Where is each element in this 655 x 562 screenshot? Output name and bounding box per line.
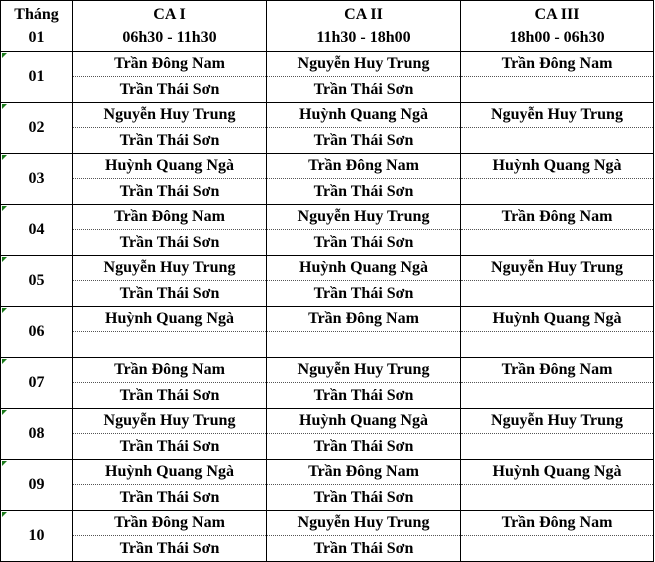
shift-1-staff-1: Trần Đông Nam: [73, 205, 267, 230]
day-row-primary: [1, 307, 654, 332]
day-row-primary: [1, 358, 654, 383]
shift-2-header-cell: [267, 1, 461, 52]
shift-2-staff-2: Trần Thái Sơn: [267, 383, 461, 409]
shift-2-staff-2: Trần Thái Sơn: [267, 128, 461, 154]
shift-3-header-cell: [461, 1, 654, 52]
shift-2-staff-1: Trần Đông Nam: [267, 154, 461, 179]
shift-2-staff-2: Trần Thái Sơn: [267, 536, 461, 562]
day-number: 05: [1, 256, 73, 307]
shift-1-staff-2: Trần Thái Sơn: [73, 434, 267, 460]
day-number: 08: [1, 409, 73, 460]
shift-2-staff-1: Trần Đông Nam: [267, 460, 461, 485]
shift-3-staff-1: Trần Đông Nam: [461, 358, 654, 383]
shift-1-staff-1: Trần Đông Nam: [73, 511, 267, 536]
shift-3-name: CA III: [534, 6, 580, 23]
shift-3-staff-2: [461, 485, 654, 511]
day-number: 01: [1, 52, 73, 103]
day-row-primary: [1, 205, 654, 230]
shift-3-staff-2: [461, 230, 654, 256]
shift-3-staff-1: Trần Đông Nam: [461, 511, 654, 536]
shift-3-staff-2: [461, 128, 654, 154]
shift-1-staff-2: Trần Thái Sơn: [73, 230, 267, 256]
shift-1-name: CA I: [153, 6, 186, 23]
day-row-secondary: [1, 485, 654, 511]
shift-3-staff-1: Trần Đông Nam: [461, 205, 654, 230]
day-row-secondary: [1, 179, 654, 205]
month-value: 01: [28, 29, 45, 46]
shift-2-time: 11h30 - 18h00: [316, 29, 411, 46]
day-number: 07: [1, 358, 73, 409]
shift-2-name: CA II: [344, 6, 383, 23]
shift-2-staff-1: Trần Đông Nam: [267, 307, 461, 332]
shift-3-staff-1: Nguyễn Huy Trung: [461, 103, 654, 128]
day-row-primary: [1, 511, 654, 536]
shift-2-staff-2: Trần Thái Sơn: [267, 281, 461, 307]
shift-3-staff-1: Huỳnh Quang Ngà: [461, 154, 654, 179]
shift-1-staff-1: Huỳnh Quang Ngà: [73, 460, 267, 485]
shift-2-staff-2: Trần Thái Sơn: [267, 179, 461, 205]
day-row-secondary: [1, 281, 654, 307]
shift-1-staff-1: Huỳnh Quang Ngà: [73, 154, 267, 179]
shift-1-staff-1: Trần Đông Nam: [73, 52, 267, 77]
day-row-secondary: [1, 77, 654, 103]
shift-3-time: 18h00 - 06h30: [509, 29, 605, 46]
day-number: 04: [1, 205, 73, 256]
shift-2-staff-2: [267, 332, 461, 358]
shift-1-staff-1: Nguyễn Huy Trung: [73, 409, 267, 434]
shift-1-staff-2: Trần Thái Sơn: [73, 128, 267, 154]
day-row-primary: [1, 103, 654, 128]
shift-3-staff-2: [461, 434, 654, 460]
day-row-secondary: [1, 383, 654, 409]
shift-1-staff-2: Trần Thái Sơn: [73, 281, 267, 307]
shift-2-staff-1: Nguyễn Huy Trung: [267, 52, 461, 77]
shift-2-staff-1: Nguyễn Huy Trung: [267, 511, 461, 536]
shift-3-staff-2: [461, 77, 654, 103]
shift-1-staff-2: [73, 332, 267, 358]
month-label: Tháng: [14, 6, 59, 23]
shift-2-staff-1: Huỳnh Quang Ngà: [267, 409, 461, 434]
day-number: 10: [1, 511, 73, 562]
shift-3-staff-2: [461, 179, 654, 205]
roster-body: [1, 52, 654, 562]
shift-3-staff-1: Nguyễn Huy Trung: [461, 409, 654, 434]
shift-1-staff-1: Nguyễn Huy Trung: [73, 103, 267, 128]
shift-1-staff-2: Trần Thái Sơn: [73, 77, 267, 103]
day-row-primary: [1, 256, 654, 281]
shift-3-staff-1: Huỳnh Quang Ngà: [461, 307, 654, 332]
shift-1-staff-1: Huỳnh Quang Ngà: [73, 307, 267, 332]
day-row-secondary: [1, 434, 654, 460]
shift-3-staff-2: [461, 332, 654, 358]
day-row-secondary: [1, 332, 654, 358]
shift-2-staff-1: Nguyễn Huy Trung: [267, 358, 461, 383]
shift-2-staff-2: Trần Thái Sơn: [267, 77, 461, 103]
shift-3-staff-1: Nguyễn Huy Trung: [461, 256, 654, 281]
day-row-primary: [1, 409, 654, 434]
day-row-primary: [1, 154, 654, 179]
shift-2-staff-2: Trần Thái Sơn: [267, 230, 461, 256]
day-row-secondary: [1, 230, 654, 256]
shift-2-staff-2: Trần Thái Sơn: [267, 434, 461, 460]
shift-1-header-cell: [73, 1, 267, 52]
shift-3-staff-2: [461, 383, 654, 409]
shift-2-staff-1: Huỳnh Quang Ngà: [267, 103, 461, 128]
shift-1-staff-2: Trần Thái Sơn: [73, 383, 267, 409]
day-row-primary: [1, 52, 654, 77]
shift-1-staff-1: Trần Đông Nam: [73, 358, 267, 383]
day-number: 03: [1, 154, 73, 205]
shift-1-staff-1: Nguyễn Huy Trung: [73, 256, 267, 281]
day-row-secondary: [1, 536, 654, 562]
shift-2-staff-1: Nguyễn Huy Trung: [267, 205, 461, 230]
day-row-secondary: [1, 128, 654, 154]
shift-1-staff-2: Trần Thái Sơn: [73, 536, 267, 562]
shift-3-staff-1: Trần Đông Nam: [461, 52, 654, 77]
day-number: 09: [1, 460, 73, 511]
shift-1-time: 06h30 - 11h30: [122, 29, 217, 46]
shift-3-staff-2: [461, 281, 654, 307]
header-row: [1, 1, 654, 52]
shift-2-staff-1: Huỳnh Quang Ngà: [267, 256, 461, 281]
shift-2-staff-2: Trần Thái Sơn: [267, 485, 461, 511]
shift-1-staff-2: Trần Thái Sơn: [73, 179, 267, 205]
shift-3-staff-2: [461, 536, 654, 562]
day-row-primary: [1, 460, 654, 485]
day-number: 06: [1, 307, 73, 358]
shift-3-staff-1: Huỳnh Quang Ngà: [461, 460, 654, 485]
day-number: 02: [1, 103, 73, 154]
month-header-cell: [1, 1, 73, 52]
shift-1-staff-2: Trần Thái Sơn: [73, 485, 267, 511]
